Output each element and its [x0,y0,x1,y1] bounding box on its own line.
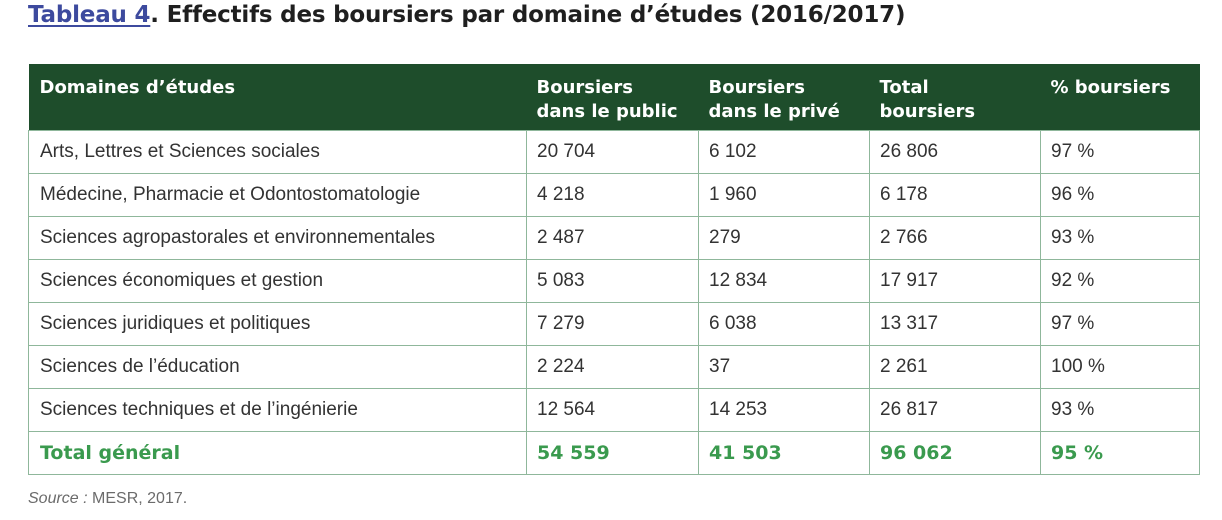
cell-private: 14 253 [699,389,870,432]
cell-total: 26 806 [870,131,1041,174]
table-title [28,2,905,28]
cell-private: 12 834 [699,260,870,303]
header-percent: % boursiers [1041,64,1200,131]
cell-private: 279 [699,217,870,260]
cell-domain: Sciences économiques et gestion [29,260,527,303]
header-row [29,64,1200,131]
cell-total: 13 317 [870,303,1041,346]
header-total: Total boursiers [870,64,1041,131]
cell-public: 12 564 [527,389,699,432]
cell-domain: Sciences de l’éducation [29,346,527,389]
source-note [28,490,187,508]
table-row [29,303,1200,346]
total-label: Total général [29,432,527,475]
table-row [29,260,1200,303]
cell-total: 6 178 [870,174,1041,217]
table-row [29,174,1200,217]
cell-public: 4 218 [527,174,699,217]
cell-total: 26 817 [870,389,1041,432]
total-public: 54 559 [527,432,699,475]
cell-private: 37 [699,346,870,389]
cell-public: 7 279 [527,303,699,346]
cell-percent: 96 % [1041,174,1200,217]
cell-percent: 100 % [1041,346,1200,389]
cell-private: 6 038 [699,303,870,346]
cell-public: 5 083 [527,260,699,303]
table-reference-link[interactable]: Tableau 4 [28,2,151,28]
table-body [29,131,1200,475]
source-text: MESR, 2017. [87,490,188,507]
cell-total: 2 766 [870,217,1041,260]
cell-percent: 93 % [1041,389,1200,432]
cell-domain: Sciences techniques et de l’ingénierie [29,389,527,432]
header-domain: Domaines d’études [29,64,527,131]
cell-public: 2 487 [527,217,699,260]
total-percent: 95 % [1041,432,1200,475]
header-public: Boursiers dans le public [527,64,699,131]
source-label: Source : [28,490,88,507]
cell-percent: 97 % [1041,303,1200,346]
cell-public: 2 224 [527,346,699,389]
cell-private: 6 102 [699,131,870,174]
total-total: 96 062 [870,432,1041,475]
cell-domain: Sciences juridiques et politiques [29,303,527,346]
cell-domain: Sciences agropastorales et environnementales [29,217,527,260]
cell-private: 1 960 [699,174,870,217]
cell-percent: 92 % [1041,260,1200,303]
cell-domain: Médecine, Pharmacie et Odontostomatologie [29,174,527,217]
table-row [29,131,1200,174]
table-title-text: . Effectifs des boursiers par domaine d’études (2016/2017) [150,2,906,28]
header-private: Boursiers dans le privé [699,64,870,131]
cell-total: 17 917 [870,260,1041,303]
total-row [29,432,1200,475]
table-row [29,346,1200,389]
cell-domain: Arts, Lettres et Sciences sociales [29,131,527,174]
cell-public: 20 704 [527,131,699,174]
data-table [28,64,1200,475]
table-row [29,217,1200,260]
total-private: 41 503 [699,432,870,475]
table-row [29,389,1200,432]
table-header [29,64,1200,131]
cell-percent: 93 % [1041,217,1200,260]
cell-total: 2 261 [870,346,1041,389]
cell-percent: 97 % [1041,131,1200,174]
